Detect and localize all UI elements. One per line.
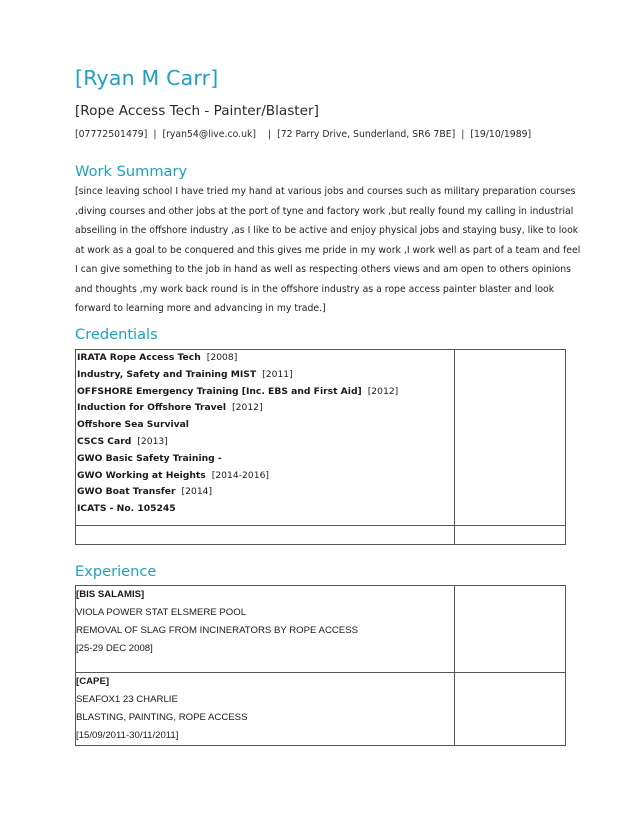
- experience-entry: [76, 586, 455, 673]
- credential-item: Offshore Sea Survival: [77, 419, 189, 431]
- contact-separator: |: [461, 129, 465, 140]
- summary-line: ,diving courses and other jobs at the port of tyne and factory work ,but really found my calling in industrial: [75, 205, 574, 217]
- email-address: [ryan54@live.co.uk]: [162, 129, 256, 140]
- phone-number: [07772501479]: [75, 129, 148, 140]
- empty-cell: [455, 526, 566, 545]
- table-row: [76, 350, 566, 526]
- experience-table: [75, 585, 566, 746]
- summary-line: at work as a goal to be conquered and this gives me pride in my work ,I work well as part of a team and feel: [75, 244, 581, 256]
- experience-heading: Experience: [75, 563, 157, 580]
- job-dates: [15/09/2011-30/11/2011]: [76, 730, 179, 741]
- summary-line: I can give something to the job in hand as well as respecting others views and am open to others opinions: [75, 264, 571, 275]
- credential-item: Induction for Offshore Travel [2012]: [77, 402, 263, 414]
- table-row: [76, 673, 566, 746]
- task-description: BLASTING, PAINTING, ROPE ACCESS: [76, 712, 248, 723]
- empty-cell: [455, 350, 566, 526]
- credentials-table: [75, 349, 566, 545]
- experience-entry: [76, 673, 455, 746]
- credential-item: GWO Boat Transfer [2014]: [77, 486, 213, 498]
- work-summary-text: [75, 182, 581, 319]
- summary-line: and thoughts ,my work back round is in the offshore industry as a rope access painter blaster and look: [75, 283, 555, 295]
- contact-separator: |: [153, 129, 157, 140]
- table-row: [76, 586, 566, 673]
- credential-item: Industry, Safety and Training MIST [2011]: [77, 368, 293, 380]
- credential-item: IRATA Rope Access Tech [2008]: [77, 352, 238, 363]
- credential-item: GWO Basic Safety Training -: [77, 452, 222, 464]
- credential-item: CSCS Card [2013]: [77, 435, 168, 447]
- date-of-birth: [19/10/1989]: [470, 129, 532, 140]
- credential-item: ICATS - No. 105245: [77, 503, 176, 515]
- credential-item: OFFSHORE Emergency Training [Inc. EBS and First Aid] [2012]: [77, 385, 399, 397]
- table-row: [76, 526, 566, 545]
- summary-line: forward to learning more and advancing in my trade.]: [75, 303, 326, 314]
- contact-line: [75, 129, 531, 140]
- home-address: [72 Parry Drive, Sunderland, SR6 7BE]: [277, 129, 456, 140]
- job-dates: [25-29 DEC 2008]: [76, 643, 153, 654]
- candidate-name: [Ryan M Carr]: [75, 66, 219, 90]
- work-summary-heading: Work Summary: [75, 163, 188, 180]
- summary-line: abseiling in the offshore industry ,as I like to be active and enjoy physical jobs and staying busy, like to look: [75, 225, 579, 236]
- empty-cell: [455, 673, 566, 746]
- contact-separator: |: [267, 129, 272, 140]
- site-name: SEAFOX1 23 CHARLIE: [76, 694, 178, 705]
- task-description: REMOVAL OF SLAG FROM INCINERATORS BY ROPE ACCESS: [76, 625, 359, 636]
- credentials-list-cell: [76, 350, 455, 526]
- credential-item: GWO Working at Heights [2014-2016]: [77, 469, 269, 481]
- company-name: [CAPE]: [76, 676, 110, 687]
- empty-cell: [455, 586, 566, 673]
- site-name: VIOLA POWER STAT ELSMERE POOL: [76, 607, 247, 618]
- company-name: [BIS SALAMIS]: [76, 589, 145, 600]
- summary-line: [since leaving school I have tried my hand at various jobs and courses such as military preparation courses: [75, 186, 576, 197]
- empty-cell: [76, 526, 455, 545]
- credentials-heading: Credentials: [75, 326, 158, 343]
- job-title: [Rope Access Tech - Painter/Blaster]: [75, 103, 319, 119]
